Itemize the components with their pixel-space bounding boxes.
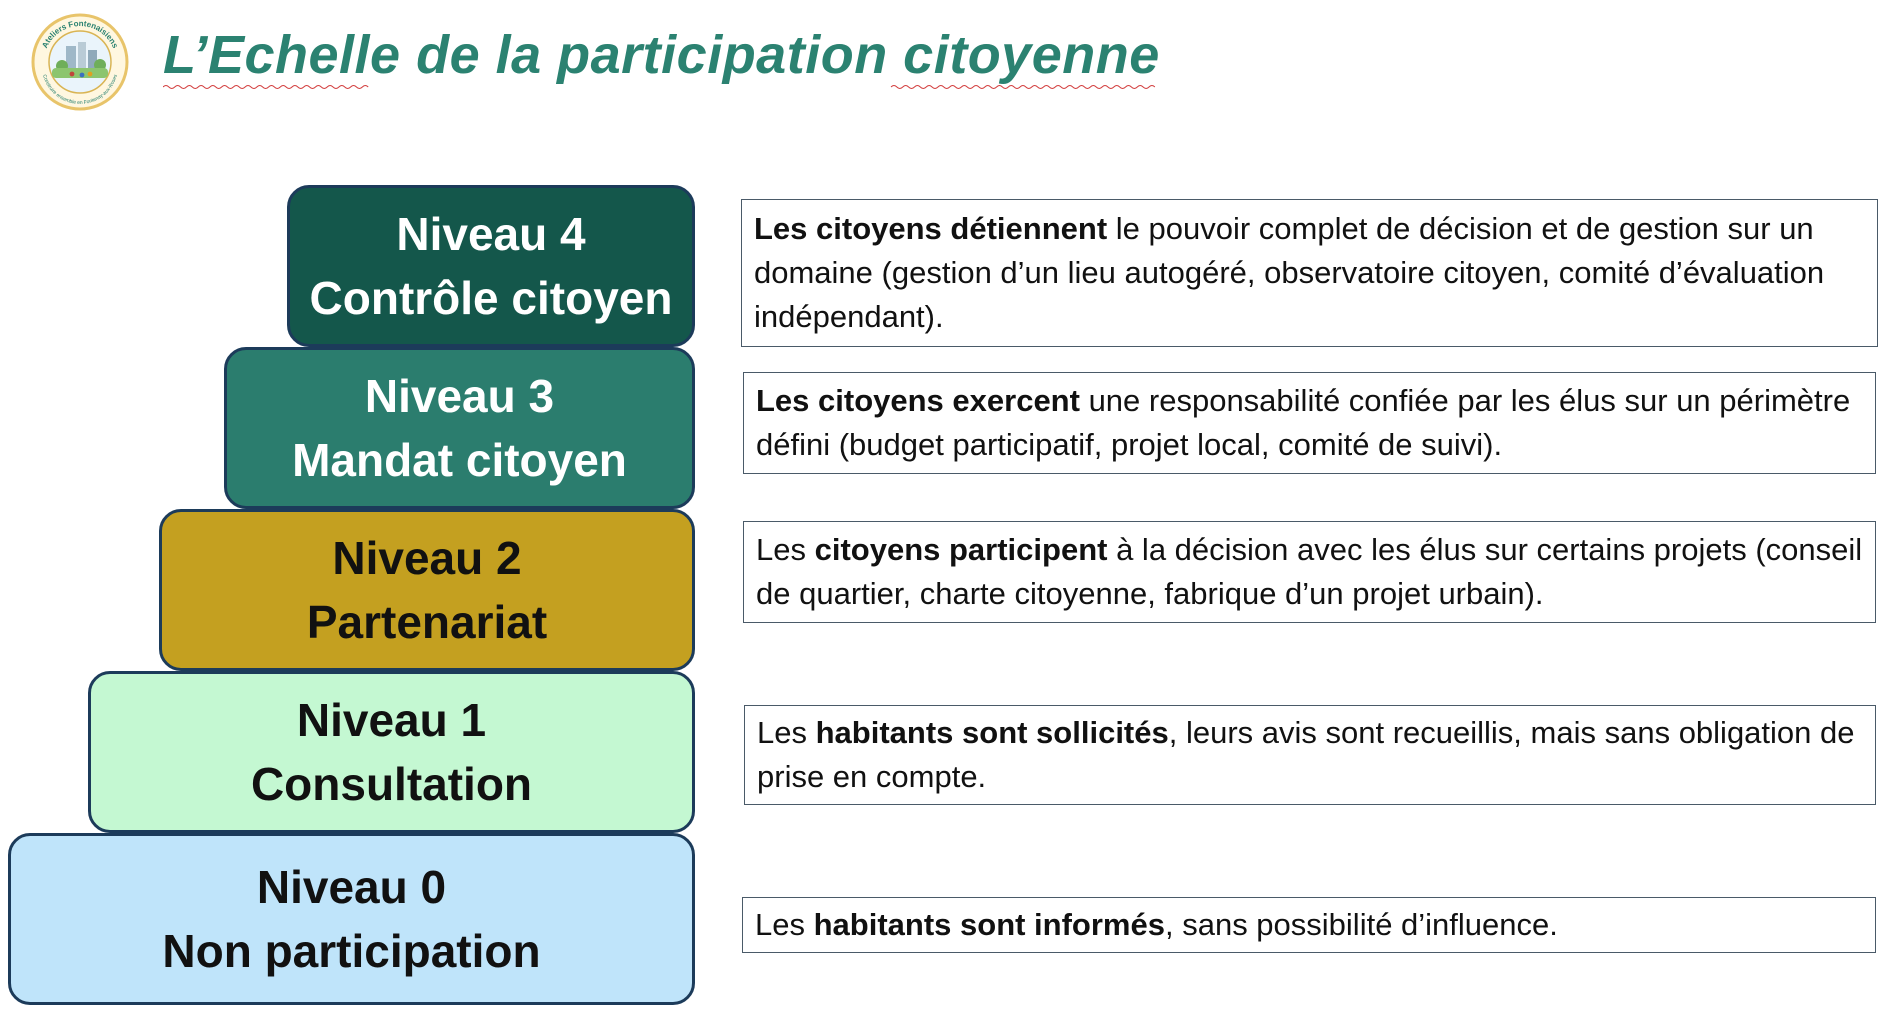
- level-0-name: Non participation: [162, 925, 541, 977]
- level-2-number: Niveau 2: [332, 532, 522, 584]
- level-4-name: Contrôle citoyen: [309, 272, 673, 324]
- level-2-description: [743, 521, 1876, 623]
- level-3-box: [224, 347, 695, 509]
- level-0-description-text: Les habitants sont informés, sans possibilité d’influence.: [755, 907, 1558, 942]
- level-0-number: Niveau 0: [256, 861, 447, 913]
- level-1-description-text: Les habitants sont sollicités, leurs avis sont recueillis, mais sans obligation de prise en compte.: [757, 715, 1855, 794]
- level-1-name: Consultation: [250, 758, 533, 810]
- svg-text:Ateliers Fontenaisiens: Ateliers Fontenaisiens: [40, 18, 120, 50]
- level-4-description-text: Les citoyens détiennent le pouvoir complet de décision et de gestion sur un domaine (gestion d’un lieu autogéré, observatoire citoyen, comité d’évaluation indépendant).: [754, 211, 1825, 334]
- level-4-box: [287, 185, 695, 347]
- level-0-description: [742, 897, 1876, 953]
- page-title: [163, 22, 1160, 88]
- level-3-number: Niveau 3: [364, 370, 555, 422]
- level-1-number: Niveau 1: [296, 694, 487, 746]
- level-2-description-text: Les citoyens participent à la décision avec les élus sur certains projets (conseil de quartier, charte citoyenne, fabrique d’un projet urbain).: [756, 532, 1863, 611]
- level-3-name: Mandat citoyen: [292, 434, 627, 486]
- logo-emblem-icon: [30, 12, 130, 112]
- level-2-description-emphasis: citoyens participent: [814, 532, 1108, 567]
- level-1-box: [88, 671, 695, 833]
- level-2-name: Partenariat: [306, 596, 548, 648]
- level-3-description: [743, 372, 1876, 474]
- level-0-box: [8, 833, 695, 1005]
- level-3-description-emphasis: Les citoyens exercent: [756, 383, 1080, 418]
- svg-text:Construire ensemble en Fontena: Construire ensemble en Fontenay-aux-Roses: [41, 73, 119, 107]
- ateliers-fontenaisiens-logo: [30, 12, 130, 112]
- level-1-description: [744, 705, 1876, 805]
- level-1-description-emphasis: habitants sont sollicités: [815, 715, 1169, 750]
- level-3-description-text: Les citoyens exercent une responsabilité confiée par les élus sur un périmètre défini (budget participatif, projet local, comité de suivi).: [756, 383, 1851, 462]
- level-4-description-emphasis: Les citoyens détiennent: [754, 211, 1108, 246]
- level-2-box: [159, 509, 695, 671]
- level-4-description: [741, 199, 1878, 347]
- page-title-text: L’Echelle de la participation citoyenne: [163, 25, 1160, 85]
- level-0-description-emphasis: habitants sont informés: [813, 907, 1165, 942]
- level-4-number: Niveau 4: [396, 208, 586, 260]
